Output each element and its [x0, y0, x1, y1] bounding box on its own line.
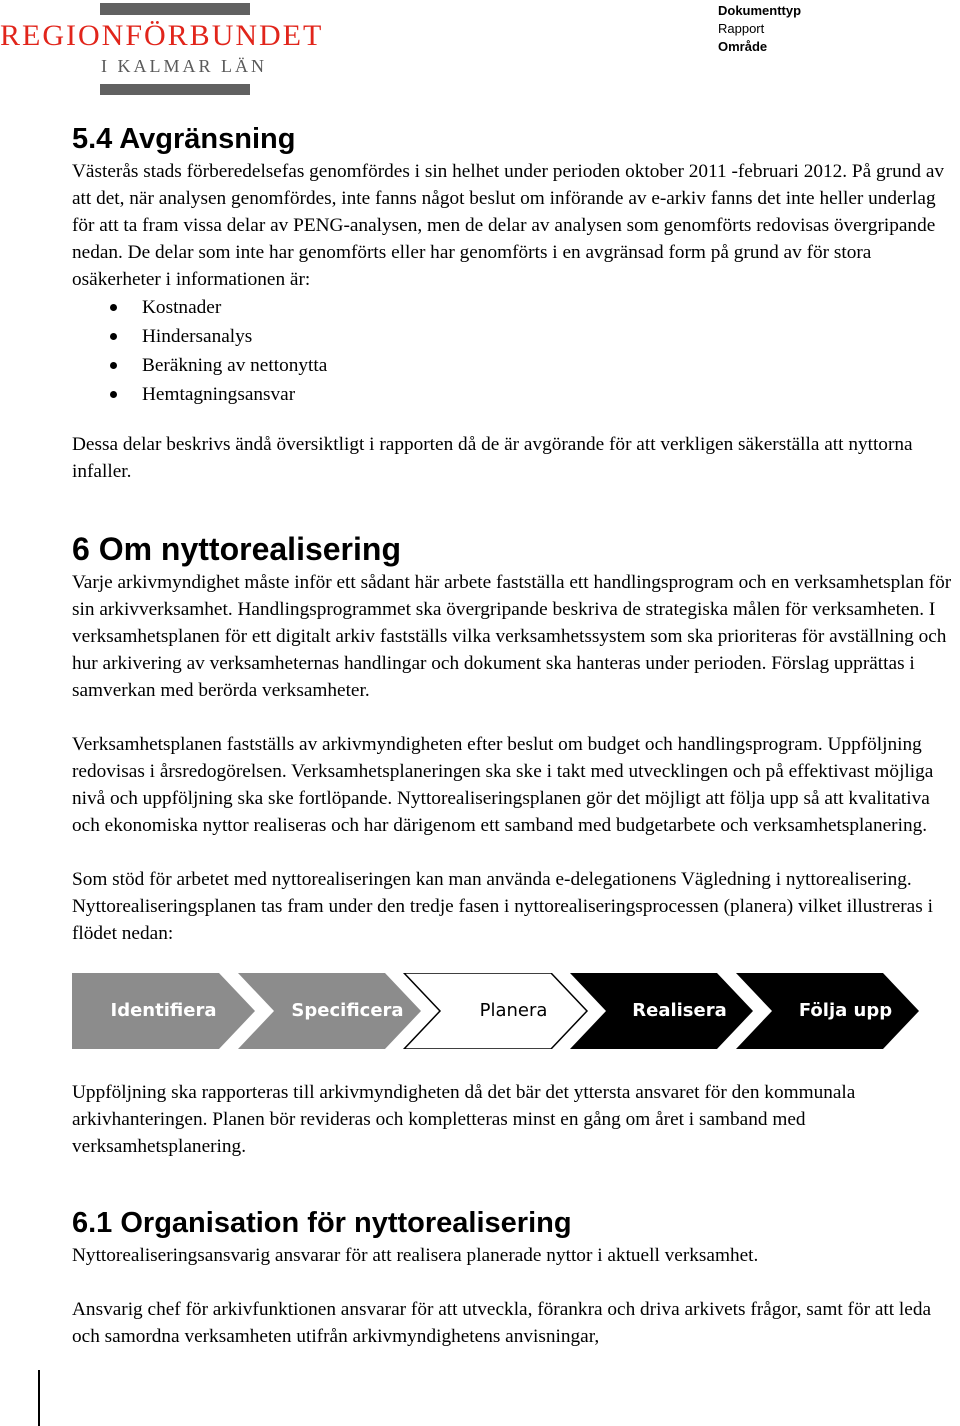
flow-step-label: Identifiera	[110, 1000, 217, 1021]
section-5-4-paragraph-1: Västerås stads förberedelsefas genomfördes i sin helhet under perioden oktober 2011 -februari 2012. På grund av att det, när analysen genomfördes, inte fanns något beslut om införande av e-arkiv fanns det inte heller underlag för att ta fram vissa delar av PENG-analysen, men de delar av analysen som genomförts redovisas övergripande nedan. De delar som inte har genomförts eller har genomförts i en avgränsad form på grund av för stora osäkerheter i informationen är:	[72, 161, 945, 290]
bullet-icon	[110, 391, 117, 398]
section-6-paragraph-2: Verksamhetsplanen fastställs av arkivmyndigheten efter beslut om budget och handlingsprogram. Uppföljning redovisas i årsredogörelsen. Verksamhetsplaneringen ska ske i takt med utvecklingen och på effektivast möjliga nivå och uppföljning ska ske fortlöpande. Nyttorealiseringsplanen gör det möjligt att följa upp så att kvalitativa och ekonomiska nyttor realiseras och har därigenom ett samband med budgetarbete och verksamhetsplanering.	[72, 734, 934, 836]
flow-step-label: Specificera	[291, 1000, 404, 1021]
area-label: Område	[718, 39, 768, 54]
list-item: Hindersanalys	[72, 322, 958, 351]
document-body	[72, 120, 958, 1350]
bullet-icon	[110, 333, 117, 340]
margin-change-bar	[38, 1370, 40, 1426]
section-5-4-paragraph-2: Dessa delar beskrivs ändå översiktligt i rapporten då de är avgörande för att verkligen säkerställa att nyttorna infaller.	[72, 434, 913, 482]
section-6-heading: 6 Om nyttorealisering	[72, 531, 401, 567]
bullet-icon	[110, 304, 117, 311]
list-item: Hemtagningsansvar	[72, 380, 958, 409]
limitation-list	[72, 293, 958, 409]
organization-logo	[0, 0, 350, 100]
list-item: Kostnader	[72, 293, 958, 322]
logo-name: REGIONFÖRBUNDET	[0, 19, 324, 52]
logo-bar-bottom	[100, 84, 250, 95]
section-6-1-heading: 6.1 Organisation för nyttorealisering	[72, 1207, 572, 1239]
section-6-1-paragraph-2: Ansvarig chef för arkivfunktionen ansvarar för att utveckla, förankra och driva arkivets frågor, samt för att leda och samordna verksamheten utifrån arkivmyndighetens anvisningar,	[72, 1299, 932, 1347]
doctype-label: Dokumenttyp	[718, 3, 802, 18]
logo-subtitle: I KALMAR LÄN	[101, 56, 267, 76]
section-5-4-heading: 5.4 Avgränsning	[72, 123, 296, 155]
document-meta	[718, 2, 801, 56]
bullet-icon	[110, 362, 117, 369]
flow-step-label: Följa upp	[798, 1000, 893, 1021]
logo-bar-top	[100, 3, 250, 15]
doctype-value: Rapport	[718, 21, 765, 36]
section-6-paragraph-3: Som stöd för arbetet med nyttorealiseringen kan man använda e-delegationens Vägledning i nyttorealisering. Nyttorealiseringsplanen tas fram under den tredje fasen i nyttorealiseringsprocessen (planera) vilket illustreras i flödet nedan:	[72, 869, 933, 944]
section-6-paragraph-1: Varje arkivmyndighet måste inför ett sådant här arbete fastställa ett handlingsprogram och en verksamhetsplan för sin arkivverksamhet. Handlingsprogrammet ska övergripande beskriva de strategiska målen för verksamheten. I verksamhetsplanen för ett digitalt arkiv fastställs vilka verksamhetssystem som ska prioriteras för avställning och hur arkivering av verksamheternas handlingar och dokument ska hanteras under perioden. Förslag upprättas i samverkan med berörda verksamheter.	[72, 572, 952, 701]
section-6-1-paragraph-1: Nyttorealiseringsansvarig ansvarar för att realisera planerade nyttor i aktuell verksamhet.	[72, 1245, 759, 1266]
section-6-paragraph-4: Uppföljning ska rapporteras till arkivmyndigheten då det bär det yttersta ansvaret för den kommunala arkivhanteringen. Planen bör revideras och kompletteras minst en gång om året i samband med verksamhetsplanering.	[72, 1082, 856, 1157]
flow-step-label: Planera	[479, 1000, 548, 1021]
flow-step-label: Realisera	[632, 1000, 727, 1021]
list-item: Beräkning av nettonytta	[72, 351, 958, 380]
process-flow-diagram	[72, 973, 932, 1049]
